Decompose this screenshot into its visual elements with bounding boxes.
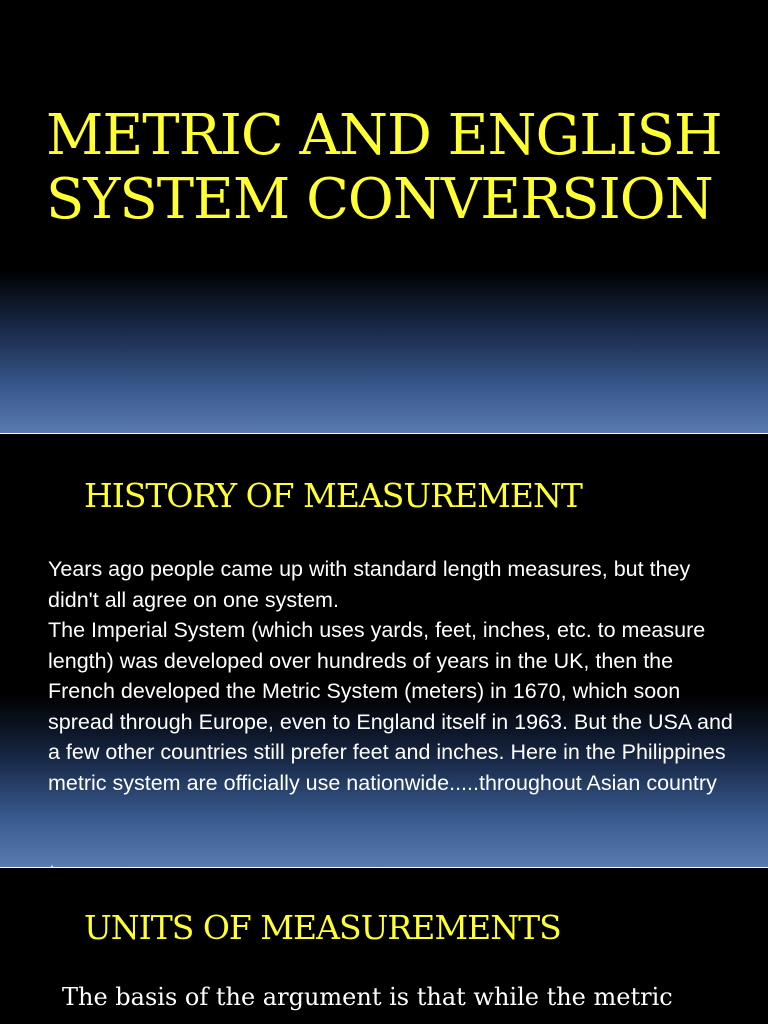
history-paragraph-1: Years ago people came up with standard length measures, but they didn't all agree on one system.	[48, 557, 691, 612]
units-body: The basis of the argument is that while the metric	[62, 983, 673, 1011]
units-heading: UNITS OF MEASUREMENTS	[84, 908, 561, 947]
history-heading: HISTORY OF MEASUREMENT	[84, 476, 582, 515]
units-slide	[0, 868, 768, 1024]
history-body	[48, 554, 738, 798]
main-title-line-1: METRIC AND ENGLISH	[46, 103, 722, 168]
main-title-line-2: SYSTEM CONVERSION	[46, 167, 713, 232]
title-slide	[0, 0, 768, 433]
main-title	[46, 104, 746, 232]
history-slide	[0, 434, 768, 867]
history-paragraph-2: The Imperial System (which uses yards, feet, inches, etc. to measure length) was developed over hundreds of years in the UK, then the French developed the Metric System (meters) in 1670, which soon spread through Europe, even to England itself in 1963. But the USA and a few other countries still prefer feet and inches. Here in the Philippines metric system are officially use nationwide.....throughout Asian country	[48, 618, 733, 795]
stray-mark: .	[50, 854, 54, 867]
